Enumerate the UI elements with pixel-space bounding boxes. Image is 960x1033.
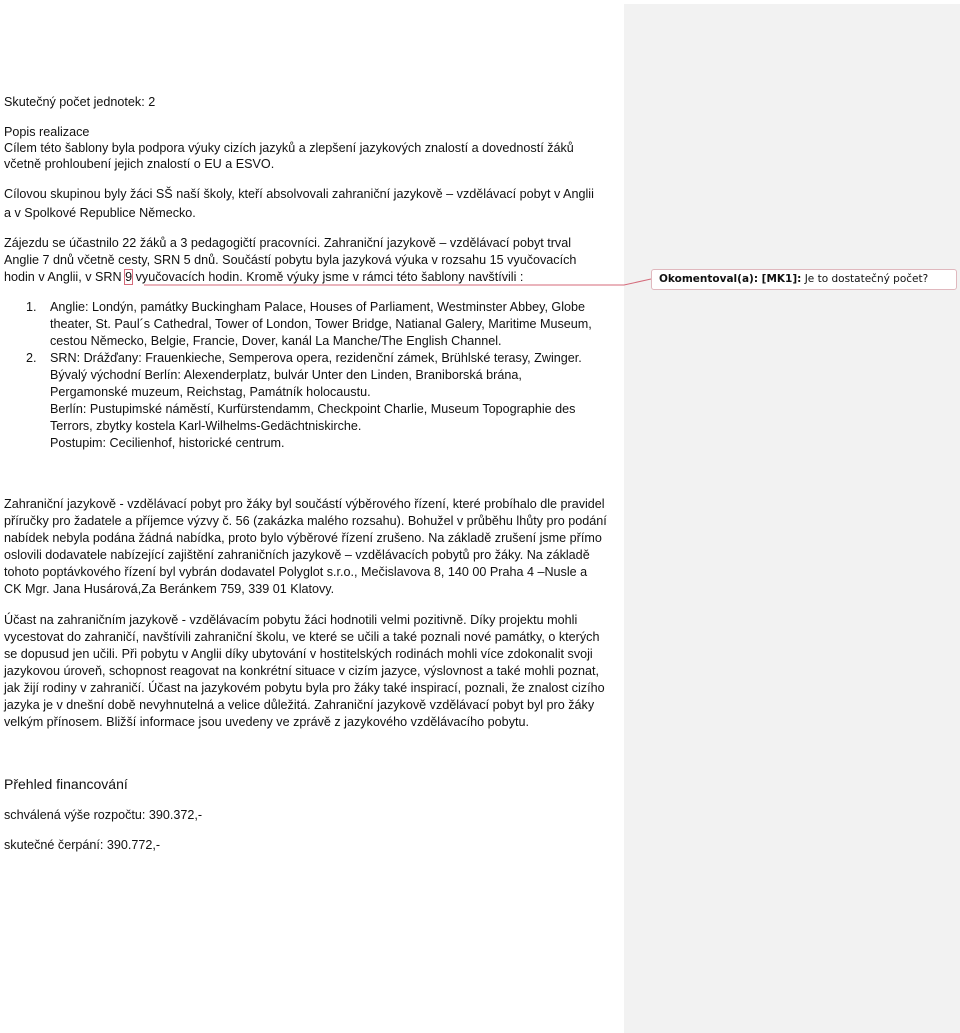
visit-line: Pergamonské muzeum, Reichstag, Památník holocaustu. <box>50 385 371 399</box>
trip-line-3-end: vyučovacích hodin. Kromě výuky jsme v rámci této šablony navštívili : <box>132 270 524 284</box>
trip-line-2: Anglie 7 dnů včetně cesty, SRN 5 dnů. Součástí pobytu byla jazyková výuka v rozsahu 15 vyučovacích <box>4 253 577 267</box>
comment-text: Je to dostatečný počet? <box>801 273 929 285</box>
visit-line: Berlín: Pustupimské náměstí, Kurfürstendamm, Checkpoint Charlie, Museum Topographie des <box>50 402 576 416</box>
evaluation-line: jak žijí rodiny v zahraničí. Účast na jazykovém pobytu byla pro žáky také inspirací, poznali, že znalost cizího <box>4 681 605 695</box>
trip-line-3-start: hodin v Anglii, v SRN <box>4 270 126 284</box>
trip-line-1: Zájezdu se účastnilo 22 žáků a 3 pedagogičtí pracovníci. Zahraniční jazykově – vzdělávací pobyt trval <box>4 236 572 250</box>
visit-number: 1. <box>26 300 37 314</box>
visit-line: Bývalý východní Berlín: Alexenderplatz, bulvár Unter den Linden, Braniborská brána, <box>50 368 522 382</box>
evaluation-line: velkým přínosem. Bližší informace jsou uvedeny ve zprávě z jazykového vzdělávacího pobytu. <box>4 715 529 729</box>
procurement-line: nabídek nebyla podána žádná nabídka, proto bylo výběrové řízení zrušeno. Na základě zrušení jsme přímo <box>4 531 602 545</box>
evaluation-line: Účast na zahraničním jazykově - vzdělávacím pobytu žáci hodnotili velmi pozitivně. Díky projektu mohli <box>4 613 578 627</box>
units-line: Skutečný počet jednotek: 2 <box>4 95 156 109</box>
visit-line: theater, St. Paul´s Cathedral, Tower of London, Tower Bridge, Natianal Galery, Maritime Museum, <box>50 317 592 331</box>
realization-heading: Popis realizace <box>4 125 90 139</box>
visit-number: 2. <box>26 351 37 365</box>
actual-spending: skutečné čerpání: 390.772,- <box>4 838 161 852</box>
target-line-1: Cílovou skupinou byly žáci SŠ naší školy, kteří absolvovali zahraniční jazykově – vzdělávací pobyt v Anglii <box>4 187 594 201</box>
visit-line: Anglie: Londýn, památky Buckingham Palace, Houses of Parliament, Westminster Abbey, Globe <box>50 300 586 314</box>
comment-author: Okomentoval(a): [MK1]: <box>659 273 802 285</box>
visit-line: Postupim: Cecilienhof, historické centrum. <box>50 436 285 450</box>
procurement-line: tohoto poptávkového řízení byl vybrán dodavatel Polyglot s.r.o., Mečislavova 8, 140 00 Praha 4 –Nusle a <box>4 565 588 579</box>
comment-anchor[interactable]: 9 <box>125 270 133 284</box>
procurement-line: CK Mgr. Jana Husárová,Za Beránkem 759, 339 01 Klatovy. <box>4 582 335 596</box>
evaluation-line: vycestovat do zahraničí, navštívili zahraniční školu, ve které se učili a také poznali nové památky, o kterých <box>4 630 600 644</box>
target-line-2: a v Spolkové Republice Německo. <box>4 206 196 220</box>
visit-line: cestou Německo, Belgie, Francie, Dover, kanál La Manche/The English Channel. <box>50 334 502 348</box>
evaluation-line: jazykovou úroveň, schopnost reagovat na konkrétní situace v cizím jazyce, výslovnost a také mohli poznat, <box>4 664 600 678</box>
approved-budget: schválená výše rozpočtu: 390.372,- <box>4 808 203 822</box>
procurement-line: Zahraniční jazykově - vzdělávací pobyt pro žáky byl součástí výběrového řízení, které probíhalo dle pravidel <box>4 497 605 511</box>
financing-heading: Přehled financování <box>4 776 128 792</box>
visit-line: Terrors, zbytky kostela Karl-Wilhelms-Gedächtniskirche. <box>50 419 362 433</box>
visit-line: SRN: Drážďany: Frauenkieche, Semperova opera, rezidenční zámek, Brühlské terasy, Zwinger. <box>50 351 582 365</box>
comment-balloon[interactable] <box>651 269 957 290</box>
procurement-line: příručky pro žadatele a příjemce výzvy č. 56 (zakázka malého rozsahu). Bohužel v průběhu lhůty pro podání <box>4 514 607 528</box>
procurement-line: oslovili dodavatele nabízející zajištění zahraničních jazykově – vzdělávacích pobytů pro žáky. Na základě <box>4 548 590 562</box>
evaluation-line: jazyka je v dnešní době nevyhnutelná a velice důležitá. Zahraniční jazykově vzdělávací pobyt byl pro žáky <box>4 698 595 712</box>
goal-line-1: Cílem této šablony byla podpora výuky cizích jazyků a zlepšení jazykových znalostí a dovedností žáků <box>4 141 574 155</box>
trip-line-3 <box>4 269 523 285</box>
goal-line-2: včetně prohloubení jejich znalostí o EU a ESVO. <box>4 157 275 171</box>
comments-pane <box>624 4 960 1033</box>
evaluation-line: se dopusud jen učili. Při pobytu v Anglii díky ubytování v hostitelských rodinách mohli více zdokonalit svoji <box>4 647 593 661</box>
